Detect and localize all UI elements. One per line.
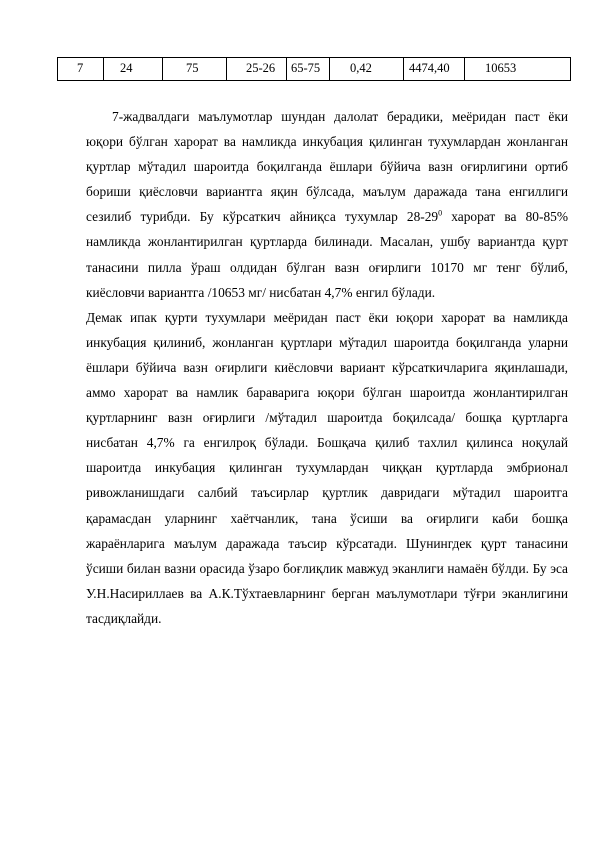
table-cell: 0,42 [330,58,404,80]
body-text [86,104,568,631]
data-table-row [57,57,571,81]
paragraph-1-main: 7-жадвалдаги маълумотлар шундан далолат берадики, меёридан паст ёки юқори бўлган харорат ва намликда инкубация қилинган тухумлардан жонланган қуртлар мўтадил шароитда боқилганда ёшлари бўйича вазн оғирлигини ортиб бориши қиёсловчи вариантга яқин бўлсада, маълум даражада тана енгиллиги сезилиб турибди. Бу кўрсаткич айниқса тухумлар 28-29 [86,109,568,225]
paragraph-1 [86,104,568,305]
degree-superscript: 0 [438,208,443,218]
table-cell: 75 [163,58,227,80]
table-cell: 25-26 [227,58,287,80]
table-cell: 65-75 [287,58,330,80]
table-cell: 7 [58,58,104,80]
table-cell: 4474,40 [404,58,465,80]
table-cell: 24 [104,58,163,80]
paragraph-2: Демак ипак қурти тухумлари меёридан паст ёки юқори харорат ва намликда инкубация қилиниб, жонланган қуртлари мўтадил шароитда боқилганда уларни ёшлари бўйича вазн оғирлиги киёсловчи вариант кўрсаткичларига яқинлашади, аммо харорат ва намлик бараварига юқори бўлган шароитда жонлантирилган қуртларнинг вазн оғирлиги /мўтадил шароитда боқилсада/ бошқа қуртларга нисбатан 4,7% га енгилроқ бўлади. Бошқача қилиб тахлил қилинса ноқулай шароитда инкубация қилинган тухумлардан чиққан қуртларда эмбрионал ривожланишдаги салбий таъсирлар қуртлик давридаги мўтадил шароитга қарамасдан уларнинг хаётчанлик, тана ўсиши ва оғирлиги каби бошқа жараёнларига маълум даражада таъсир кўрсатади. Шунингдек қурт танасини ўсиши билан вазни орасида ўзаро боғлиқлик мавжуд эканлиги намаён бўлди. Бу эса У.Н.Насириллаев ва А.К.Тўхтаевларнинг берган маълумотлари тўғри эканлигини тасдиқлайди. [86,309,568,626]
paragraph-1-tail: харорат ва 80-85% намликда жонлантирилган қуртларда билинади. Масалан, ушбу вариантда қурт танасини пилла ўраш олдидан бўлган вазн оғирлиги 10170 мг тенг бўлиб, киёсловчи вариантга /10653 мг/ нисбатан 4,7% енгил бўлади. [86,209,568,300]
table-cell: 10653 [485,61,517,75]
